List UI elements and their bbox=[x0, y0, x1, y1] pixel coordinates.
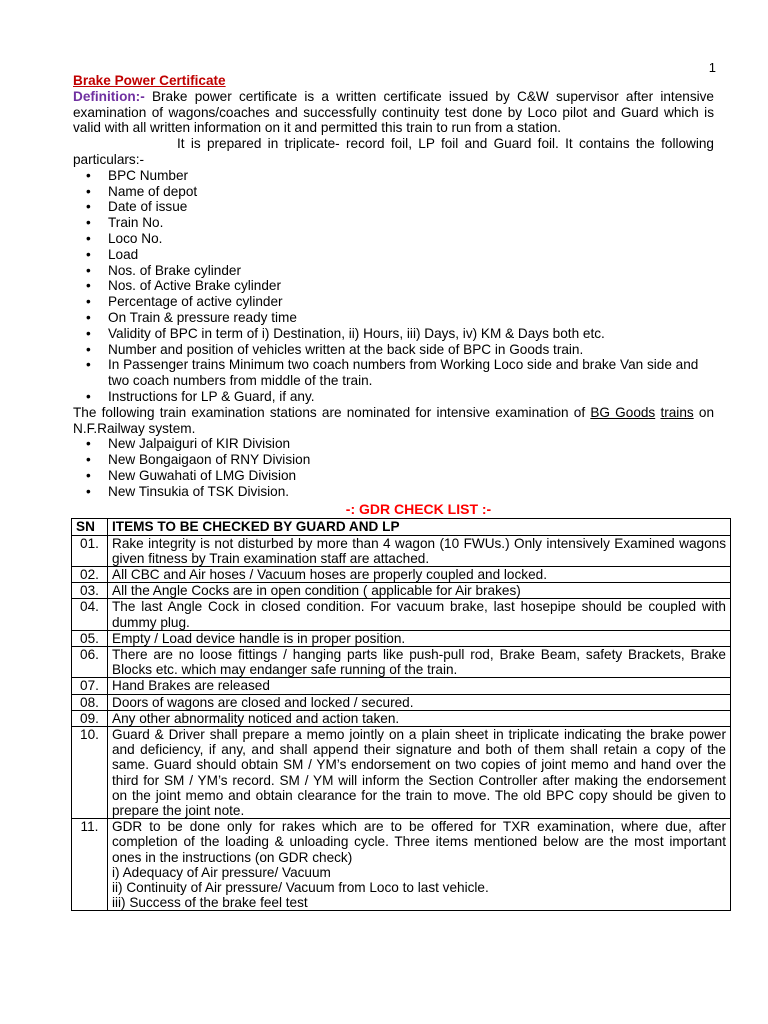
particular-item: • Percentage of active cylinder bbox=[73, 294, 714, 310]
row-item bbox=[108, 630, 731, 646]
row-item bbox=[108, 566, 731, 582]
particular-item: • Train No. bbox=[73, 215, 714, 231]
row-sn: 08. bbox=[72, 694, 108, 710]
table-row bbox=[72, 583, 731, 599]
row-item-text: Hand Brakes are released bbox=[112, 678, 270, 694]
row-item-text: All CBC and Air hoses / Vacuum hoses are properly coupled and locked. bbox=[112, 566, 547, 582]
row-item-text: Rake integrity is not disturbed by more than 4 wagon (10 FWUs.) Only intensively Examined wagons given fitness by Train examination staff are attached. bbox=[112, 535, 726, 566]
table-row bbox=[72, 566, 731, 582]
stations-intro bbox=[73, 405, 714, 437]
row-item-text: Any other abnormality noticed and action taken. bbox=[112, 710, 400, 726]
row-item bbox=[108, 599, 731, 630]
table-row bbox=[72, 630, 731, 646]
particular-item: • Nos. of Brake cylinder bbox=[73, 263, 714, 279]
particular-item: • Instructions for LP & Guard, if any. bbox=[73, 389, 714, 405]
table-row bbox=[72, 694, 731, 710]
stations-intro-bg-goods: BG Goods bbox=[590, 404, 656, 420]
stations-intro-text: The following train examination stations are nominated for intensive examination of bbox=[73, 404, 591, 420]
particular-item: • On Train & pressure ready time bbox=[73, 310, 714, 326]
row-item-text: Guard & Driver shall prepare a memo jointly on a plain sheet in triplicate indicating the brake power and deficiency, if any, and shall append their signature and both of them shall retain a copy of the same. Guard should obtain SM / YM’s endorsement on two copies of joint memo and hand over the third for SM / YM’s record. SM / YM will inform the Section Controller after making the endorsement on the joint memo and obtain clearance for the train to move. The old BPC copy should be given to prepare the joint note. bbox=[112, 726, 726, 818]
row-item-text: Empty / Load device handle is in proper position. bbox=[112, 630, 406, 646]
row-sn: 10. bbox=[72, 726, 108, 818]
particular-item: • BPC Number bbox=[73, 168, 714, 184]
table-row bbox=[72, 678, 731, 694]
row-sn: 03. bbox=[72, 583, 108, 599]
header-items: ITEMS TO BE CHECKED BY GUARD AND LP bbox=[108, 519, 731, 535]
triplicate-paragraph: It is prepared in triplicate- record foil, LP foil and Guard foil. It contains the following particulars:- bbox=[73, 136, 714, 167]
checklist-body bbox=[72, 535, 731, 911]
particular-item: • Date of issue bbox=[73, 199, 714, 215]
particular-item: • In Passenger trains Minimum two coach numbers from Working Loco side and brake Van side and two coach numbers from middle of the train. bbox=[73, 357, 714, 389]
row-sub-item: ii) Continuity of Air pressure/ Vacuum from Loco to last vehicle. bbox=[112, 879, 489, 895]
table-row bbox=[72, 646, 731, 677]
station-item: • New Tinsukia of TSK Division. bbox=[73, 484, 714, 500]
row-item bbox=[108, 678, 731, 694]
row-item bbox=[108, 726, 731, 818]
station-item: • New Bongaigaon of RNY Division bbox=[73, 452, 714, 468]
row-item-text: All the Angle Cocks are in open condition ( applicable for Air brakes) bbox=[112, 583, 521, 599]
checklist-title: -: GDR CHECK LIST :- bbox=[345, 500, 492, 517]
row-sn: 07. bbox=[72, 678, 108, 694]
header-sn: SN bbox=[72, 519, 108, 535]
stations-intro-tail: on N.F.Railway system. bbox=[73, 404, 715, 436]
row-item bbox=[108, 710, 731, 726]
row-sn: 11. bbox=[72, 819, 108, 911]
station-item: • New Guwahati of LMG Division bbox=[73, 468, 714, 484]
table-row bbox=[72, 710, 731, 726]
row-sub-item: i) Adequacy of Air pressure/ Vacuum bbox=[112, 864, 331, 880]
row-sn: 05. bbox=[72, 630, 108, 646]
row-item bbox=[108, 535, 731, 566]
row-item bbox=[108, 583, 731, 599]
stations-list bbox=[73, 436, 714, 499]
row-item bbox=[108, 819, 731, 911]
particulars-list bbox=[73, 168, 714, 405]
row-item bbox=[108, 646, 731, 677]
row-item-text: The last Angle Cock in closed condition. For vacuum brake, last hosepipe should be coupled with dummy plug. bbox=[112, 599, 726, 630]
particular-item: • Name of depot bbox=[73, 184, 714, 200]
row-sn: 02. bbox=[72, 566, 108, 582]
particular-item: • Number and position of vehicles written at the back side of BPC in Goods train. bbox=[73, 342, 714, 358]
table-row bbox=[72, 599, 731, 630]
stations-intro-trains: trains bbox=[660, 404, 694, 420]
row-sn: 09. bbox=[72, 710, 108, 726]
row-sub-item: iii) Success of the brake feel test bbox=[112, 895, 308, 911]
row-sn: 01. bbox=[72, 535, 108, 566]
page-number: 1 bbox=[708, 60, 716, 75]
definition-paragraph bbox=[73, 89, 714, 136]
table-row bbox=[72, 535, 731, 566]
row-item-text: GDR to be done only for rakes which are to be offered for TXR examination, where due, after completion of the loading & unloading cycle. Three items mentioned below are the most important ones in the instructions (on GDR check) bbox=[112, 819, 726, 865]
station-item: • New Jalpaiguri of KIR Division bbox=[73, 436, 714, 452]
table-header-row bbox=[72, 519, 731, 535]
particular-item: • Load bbox=[73, 247, 714, 263]
gdr-checklist-table bbox=[71, 518, 731, 911]
row-sn: 06. bbox=[72, 646, 108, 677]
row-item-text: Doors of wagons are closed and locked / secured. bbox=[112, 694, 414, 710]
row-sn: 04. bbox=[72, 599, 108, 630]
definition-text: Brake power certificate is a written certificate issued by C&W supervisor after intensive examination of wagons/coaches and successfully continuity test done by Loco pilot and Guard which is valid with all written information on it and permitted this train to run from a station. bbox=[73, 88, 714, 136]
table-row bbox=[72, 726, 731, 818]
particular-item: • Validity of BPC in term of i) Destination, ii) Hours, iii) Days, iv) KM & Days both etc. bbox=[73, 326, 714, 342]
definition-label: Definition:- bbox=[73, 88, 145, 104]
particular-item: • Nos. of Active Brake cylinder bbox=[73, 278, 714, 294]
document-body bbox=[73, 73, 726, 911]
row-item-text: There are no loose fittings / hanging parts like push-pull rod, Brake Beam, safety Brackets, Brake Blocks etc. which may endanger safe running of the train. bbox=[112, 646, 726, 678]
particular-item: • Loco No. bbox=[73, 231, 714, 247]
row-item bbox=[108, 694, 731, 710]
table-row bbox=[72, 819, 731, 911]
document-title: Brake Power Certificate bbox=[73, 73, 226, 88]
